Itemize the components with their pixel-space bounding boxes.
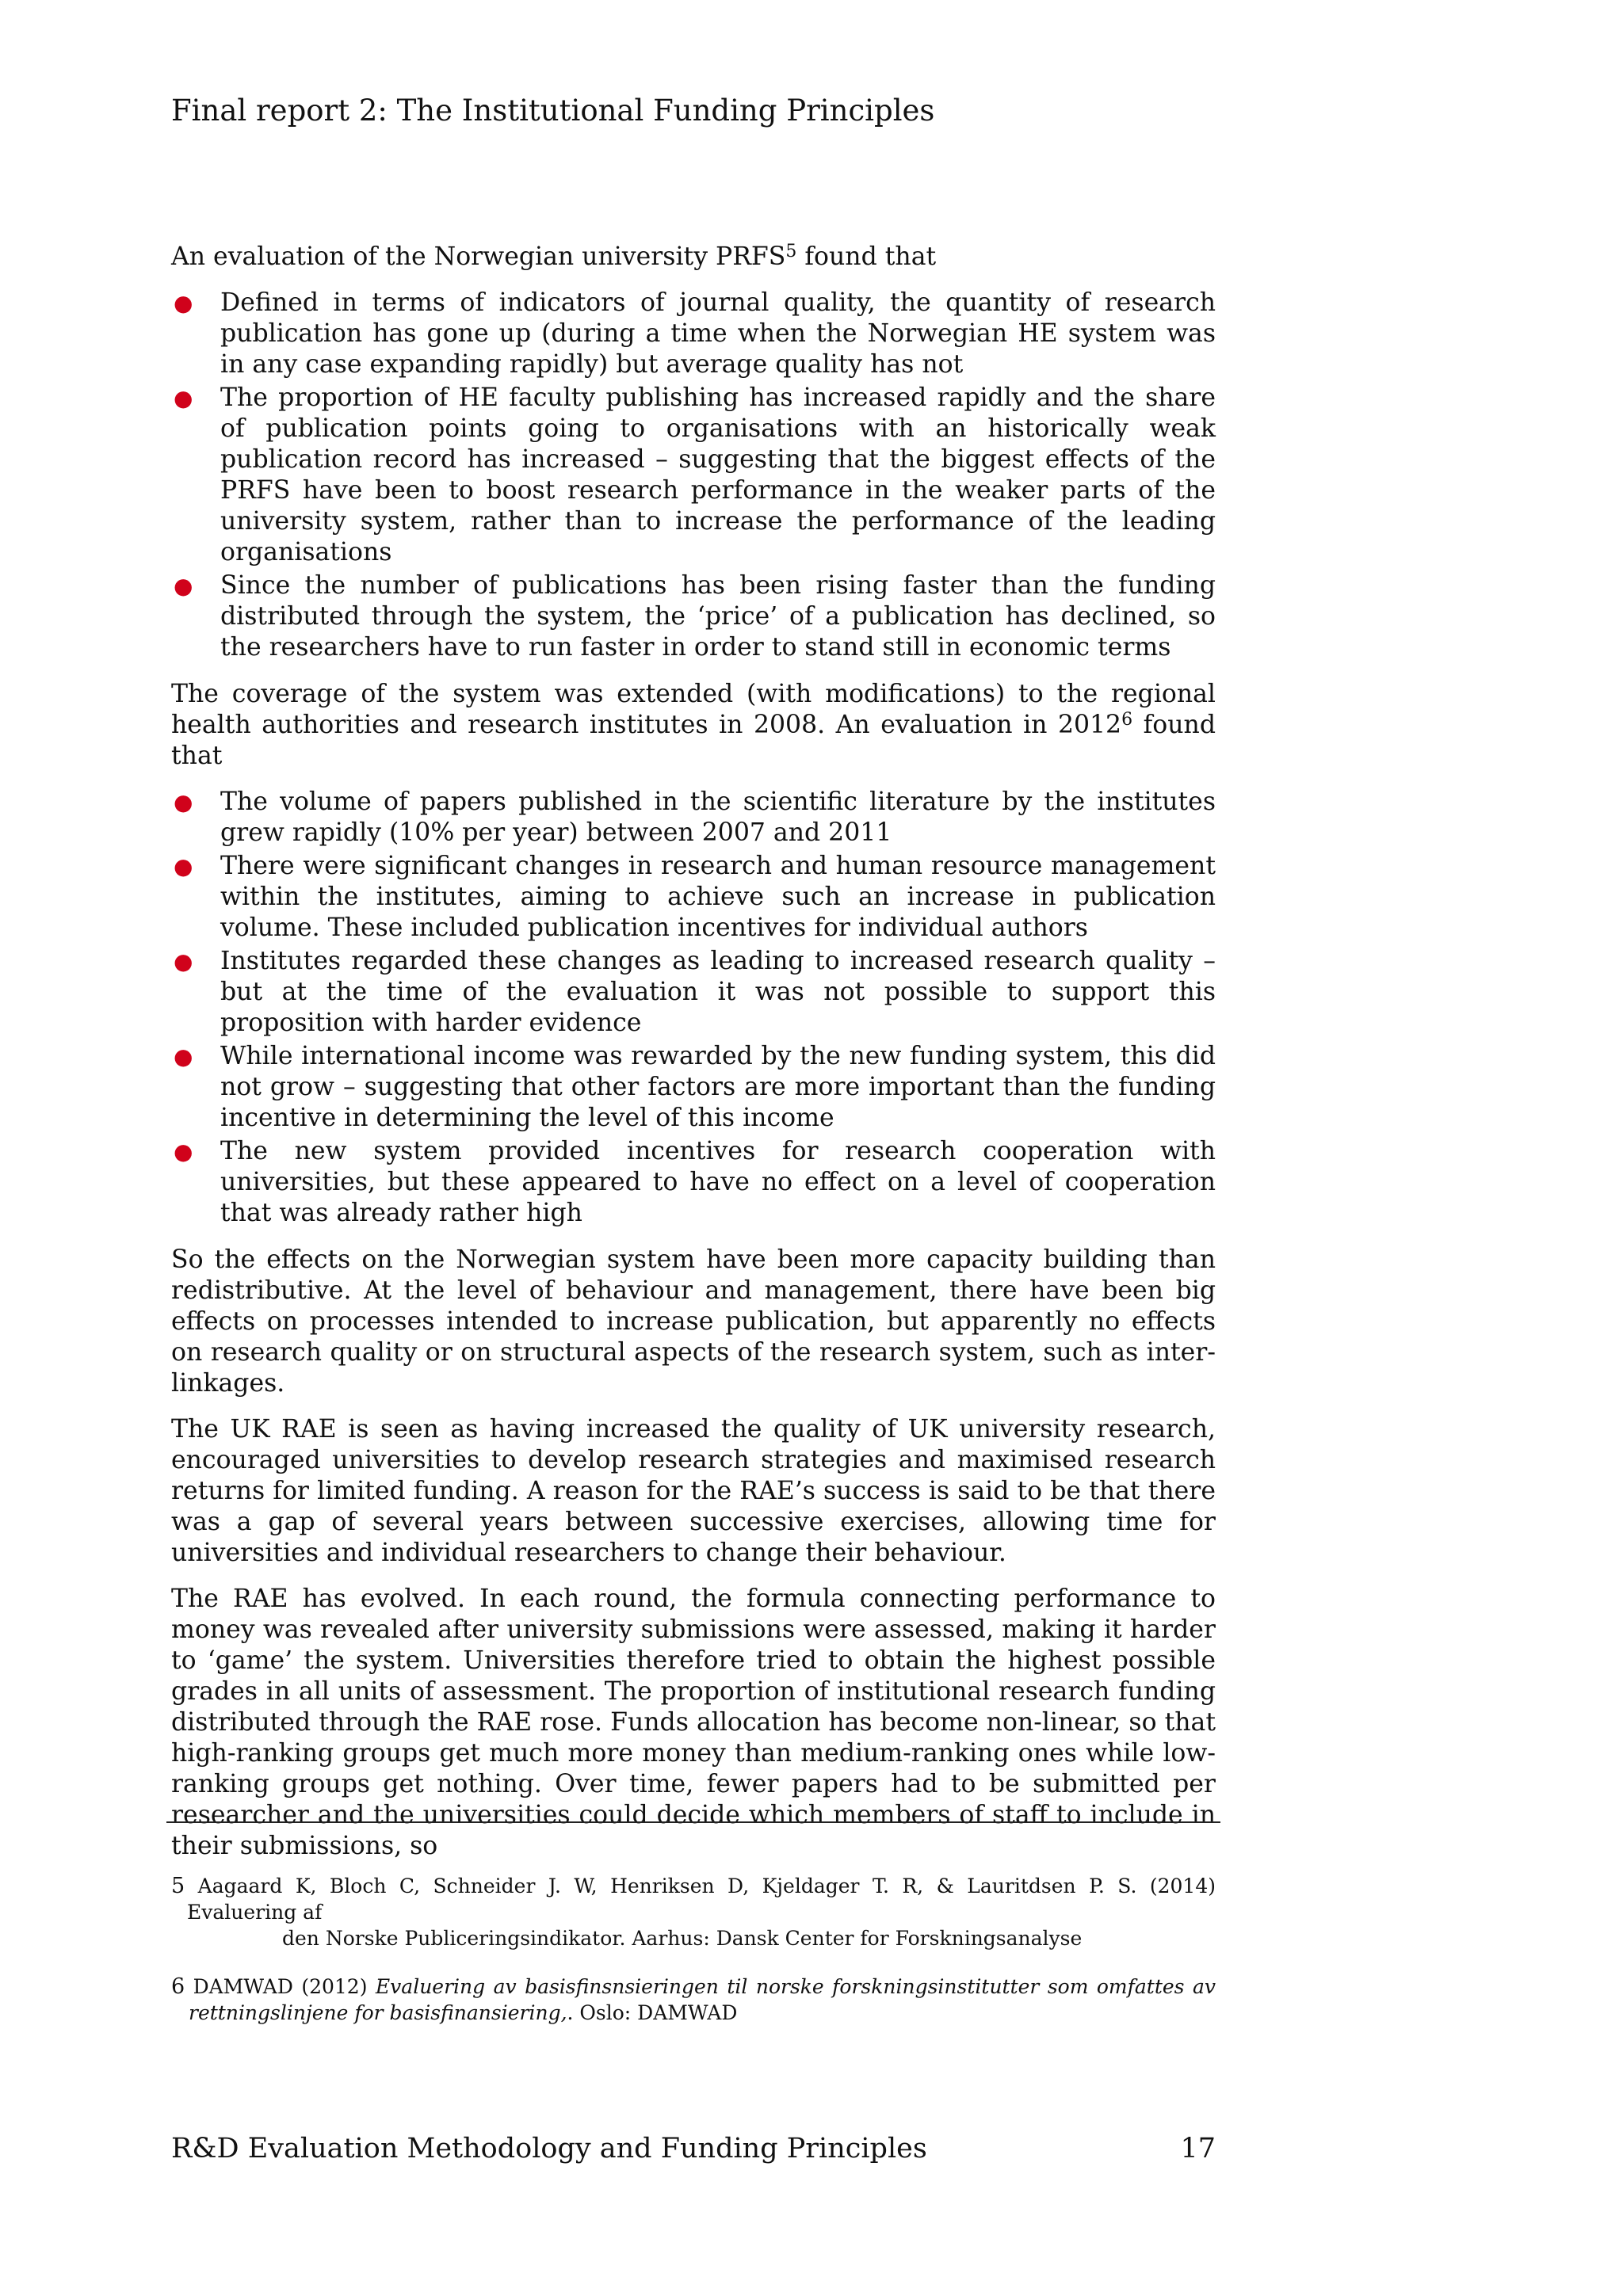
intro-1-end: found that — [796, 242, 937, 271]
paragraph-uk-rae: The UK RAE is seen as having increased the quality of UK university research, encouraged universities to develop research strategies and maximised research returns for limited funding. A reason for the RAE’s success is said to be that there was a gap of several years between successive exercises, allowing time for universities and individual researchers to change their behaviour. — [171, 1415, 1216, 1567]
list-item — [171, 946, 1216, 1039]
list-item-text: The new system provided incentives for research cooperation with universities, but these appeared to have no effect on a level of cooperation that was already rather high — [220, 1137, 1216, 1227]
findings-list-2 — [171, 787, 1216, 1229]
footnote-divider — [166, 1821, 1220, 1823]
list-item — [171, 851, 1216, 944]
running-header: Final report 2: The Institutional Funding Principles — [171, 93, 935, 128]
bullet-icon: ● — [174, 789, 193, 815]
page-number: 17 — [1180, 2133, 1216, 2164]
list-item — [171, 1041, 1216, 1134]
intro-1-text: An evaluation of the Norwegian university PRFS — [171, 242, 786, 271]
footnote-text-continued: den Norske Publiceringsindikator. Aarhus: Dansk Center for Forskningsanalyse — [282, 1927, 1083, 1950]
bullet-icon: ● — [174, 1043, 193, 1070]
bullet-icon: ● — [174, 948, 193, 974]
list-item — [171, 383, 1216, 568]
list-item-text: The volume of papers published in the scientific literature by the institutes grew rapidly (10% per year) between 2007 and 2011 — [220, 788, 1216, 847]
list-item-text: Defined in terms of indicators of journal quality, the quantity of research publication has gone up (during a time when the Norwegian HE system was in any case expanding rapidly) but average quality has not — [220, 288, 1216, 379]
intro-2-text: The coverage of the system was extended (with modifications) to the regional health authorities and research institutes in 2008. An evaluation in 2012 — [171, 680, 1216, 739]
list-item-text: Since the number of publications has been rising faster than the funding distributed through the system, the ‘price’ of a publication has declined, so the researchers have to run faster in order to stand still in economic terms — [220, 571, 1216, 662]
list-item-text: Institutes regarded these changes as leading to increased research quality – but at the time of the evaluation it was not possible to support this proposition with harder evidence — [220, 947, 1216, 1037]
footnote-ref-6[interactable]: 6 — [1121, 710, 1133, 730]
bullet-icon: ● — [174, 290, 193, 316]
list-item-text: There were significant changes in research and human resource management within the institutes, aiming to achieve such an increase in publication volume. These included publication incentives for individual authors — [220, 852, 1216, 942]
footnote-text: Aagaard K, Bloch C, Schneider J. W, Henriksen D, Kjeldager T. R, & Lauritdsen P. S. (2014) Evaluering af — [187, 1875, 1216, 1924]
footnote-publisher: . Oslo: DAMWAD — [567, 2001, 738, 2024]
bullet-icon: ● — [174, 853, 193, 879]
footnote-ref-5[interactable]: 5 — [785, 242, 797, 261]
list-item — [171, 1136, 1216, 1229]
footnote-5 — [171, 1873, 1216, 1951]
paragraph-rae-evolved: The RAE has evolved. In each round, the formula connecting performance to money was revealed after university submissions were assessed, making it harder to ‘game’ the system. Universities therefore tried to obtain the highest possible grades in all units of assessment. The proportion of institutional research funding distributed through the RAE rose. Funds allocation has become non-linear, so that high-ranking groups get much more money than medium-ranking ones while low-ranking groups get nothing. Over time, fewer papers had to be submitted per researcher and the universities could decide which members of staff to include in their submissions, so — [171, 1585, 1216, 1860]
bullet-icon: ● — [174, 573, 193, 599]
list-item — [171, 288, 1216, 380]
footnote-number: 6 — [171, 1974, 185, 1999]
list-item — [171, 570, 1216, 663]
intro-2-end: found that — [171, 711, 1216, 770]
paragraph-effects: So the effects on the Norwegian system have been more capacity building than redistributive. At the level of behaviour and management, there have been big effects on processes intended to increase publication, but apparently no effects on research quality or on structural aspects of the research system, such as inter-linkages. — [171, 1245, 1216, 1398]
findings-list-1 — [171, 288, 1216, 663]
list-item-text: The proportion of HE faculty publishing has increased rapidly and the share of publication points going to organisations with an historically weak publication record has increased – suggesting that the biggest effects of the PRFS have been to boost research performance in the weaker parts of the university system, rather than to increase the performance of the leading organisations — [220, 383, 1216, 566]
intro-paragraph-1 — [171, 242, 1216, 273]
list-item-text: While international income was rewarded by the new funding system, this did not grow – suggesting that other factors are more important than the funding incentive in determining the level of this income — [220, 1042, 1216, 1132]
footnote-author: DAMWAD (2012) — [193, 1975, 376, 1998]
footnote-6 — [171, 1974, 1216, 2026]
footnotes — [171, 1873, 1216, 2048]
list-item — [171, 787, 1216, 849]
footnote-title: Evaluering av basisfinsnsieringen til norske forskningsinstitutter som omfattes av rettningslinjene for basisfinansiering, — [189, 1975, 1216, 2024]
bullet-icon: ● — [174, 1138, 193, 1165]
bullet-icon: ● — [174, 385, 193, 411]
intro-paragraph-2 — [171, 679, 1216, 772]
running-footer — [171, 2133, 1216, 2164]
main-content — [171, 242, 1216, 1877]
footer-title: R&D Evaluation Methodology and Funding Principles — [171, 2133, 927, 2164]
footnote-number: 5 — [171, 1874, 185, 1898]
